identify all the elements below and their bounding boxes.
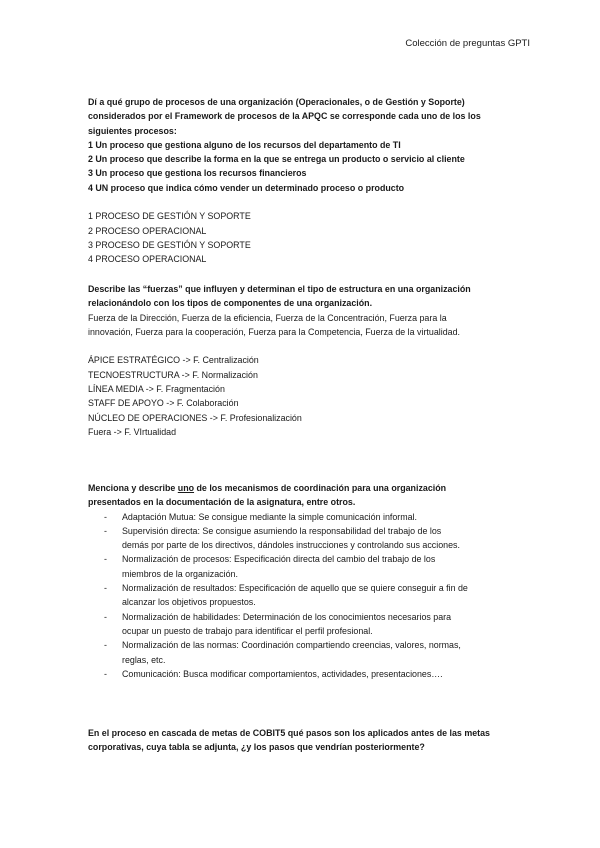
list-item: - Adaptación Mutua: Se consigue mediante la simple comunicación informal. — [88, 510, 518, 524]
q3-text: Menciona y describe — [88, 483, 178, 493]
q1-answer: 1 PROCESO DE GESTIÓN Y SOPORTE — [88, 211, 251, 222]
q1-answer: 4 PROCESO OPERACIONAL — [88, 254, 207, 265]
list-item: - Normalización de resultados: Especificación de aquello que se quiere conseguir a fin de alcanzar los objetivos propuestos. — [88, 581, 518, 610]
q4-line: En el proceso en cascada de metas de COBIT5 qué pasos son los aplicados antes de las metas — [88, 728, 490, 738]
q4-line: corporativas, cuya tabla se adjunta, ¿y los pasos que vendrían posteriormente? — [88, 742, 425, 753]
list-item: - Normalización de procesos: Especificación directa del cambio del trabajo de los miembros de la organización. — [88, 552, 518, 581]
q3-line — [88, 481, 518, 495]
q2-answer: ÁPICE ESTRATÉGICO -> F. Centralización — [88, 355, 259, 366]
list-item: - Supervisión directa: Se consigue asumiendo la responsabilidad del trabajo de los demás por parte de los directivos, dándoles instrucciones y controlando sus acciones. — [88, 524, 518, 553]
list-item: - Normalización de las normas: Coordinación compartiendo creencias, valores, normas, reglas, etc. — [88, 638, 518, 667]
q1-line: 4 UN proceso que indica cómo vender un determinado proceso o producto — [88, 182, 405, 193]
q3-underlined-word: uno — [177, 483, 195, 493]
q2-answer: Fuera -> F. VIrtualidad — [88, 426, 177, 437]
question-3-block — [88, 481, 518, 681]
question-1-block — [88, 95, 518, 267]
q1-line: 2 Un proceso que describe la forma en la que se entrega un producto o servicio al cliente — [88, 154, 465, 165]
q1-line: Dí a qué grupo de procesos de una organización (Operacionales, o de Gestión y Soporte) — [88, 97, 465, 107]
q1-line: 1 Un proceso que gestiona alguno de los recursos del departamento de TI — [88, 139, 401, 150]
coordination-mechanisms-list — [88, 510, 518, 682]
list-item: - Normalización de habilidades: Determinación de los conocimientos necesarios para ocupar un puesto de trabajo para identificar el perfil profesional. — [88, 610, 518, 639]
list-item: - Comunicación: Busca modificar comportamientos, actividades, presentaciones…. — [88, 667, 518, 681]
q2-answer: TECNOESTRUCTURA -> F. Normalización — [88, 369, 258, 380]
q1-answer: 2 PROCESO OPERACIONAL — [88, 225, 207, 236]
q2-line: Describe las “fuerzas” que influyen y determinan el tipo de estructura en una organización — [88, 284, 471, 294]
q1-line: considerados por el Framework de procesos de la APQC se corresponde cada uno de los los — [88, 111, 481, 122]
q3-line: presentados en la documentación de la asignatura, entre otros. — [88, 497, 356, 508]
q2-answer: NÚCLEO DE OPERACIONES -> F. Profesionalización — [88, 412, 302, 423]
q2-context: innovación, Fuerza para la cooperación, Fuerza para la Competencia, Fuerza de la virtualidad. — [88, 326, 460, 337]
q2-line: relacionándolo con los tipos de componentes de una organización. — [88, 298, 373, 309]
question-4-block — [88, 726, 518, 755]
q2-answer: STAFF DE APOYO -> F. Colaboración — [88, 398, 239, 409]
page-header-title: Colección de preguntas GPTI — [405, 38, 530, 49]
q2-answer: LÍNEA MEDIA -> F. Fragmentación — [88, 384, 225, 395]
q1-answer: 3 PROCESO DE GESTIÓN Y SOPORTE — [88, 239, 251, 250]
question-2-block — [88, 282, 518, 439]
q1-line: siguientes procesos: — [88, 125, 177, 136]
q2-context: Fuerza de la Dirección, Fuerza de la eficiencia, Fuerza de la Concentración, Fuerza para la — [88, 312, 447, 323]
q1-line: 3 Un proceso que gestiona los recursos financieros — [88, 168, 307, 179]
q3-text: de los mecanismos de coordinación para una organización — [194, 483, 447, 493]
